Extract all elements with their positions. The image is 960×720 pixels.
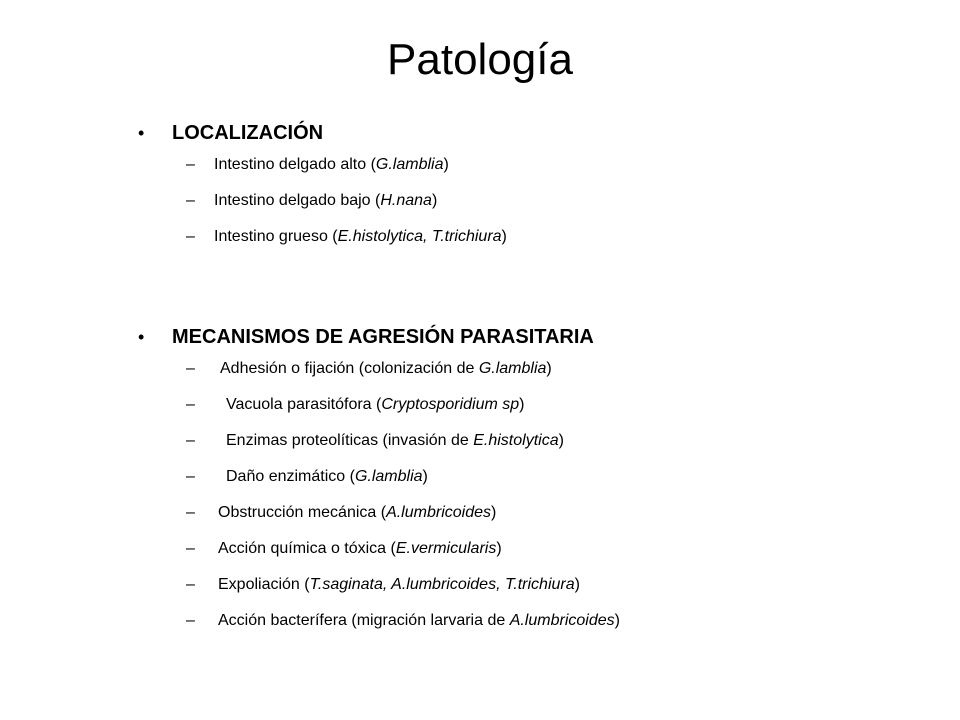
list-item xyxy=(138,570,918,606)
dash-icon: – xyxy=(186,540,195,557)
item-tail: ) xyxy=(501,228,507,245)
dash-icon: – xyxy=(186,360,195,377)
list-item xyxy=(138,354,918,390)
item-italic: H.nana xyxy=(380,192,432,209)
item-italic: E.histolytica xyxy=(473,432,559,449)
dash-icon: – xyxy=(186,228,195,245)
list-item-text xyxy=(218,534,502,564)
sub-list xyxy=(138,150,918,258)
dash-icon: – xyxy=(186,156,195,173)
list-item xyxy=(138,186,918,222)
slide-title: Patología xyxy=(387,35,573,84)
item-tail: ) xyxy=(496,540,502,557)
section-heading-row xyxy=(138,320,918,354)
dash-icon: – xyxy=(186,612,195,629)
list-item-text xyxy=(214,222,507,252)
item-plain: Acción bacterífera (migración larvaria de xyxy=(218,612,510,629)
item-plain: Daño enzimático ( xyxy=(226,468,355,485)
list-item-text xyxy=(226,390,525,420)
list-item-text xyxy=(218,570,580,600)
section-mecanismos xyxy=(138,320,918,642)
section-heading: MECANISMOS DE AGRESIÓN PARASITARIA xyxy=(172,326,594,348)
item-plain: Adhesión o fijación (colonización de xyxy=(220,360,479,377)
item-tail: ) xyxy=(546,360,552,377)
list-item xyxy=(138,390,918,426)
item-tail: ) xyxy=(519,396,525,413)
item-tail: ) xyxy=(422,468,428,485)
list-item-text xyxy=(214,186,437,216)
item-tail: ) xyxy=(443,156,449,173)
item-tail: ) xyxy=(614,612,620,629)
item-plain: Vacuola parasitófora ( xyxy=(226,396,382,413)
list-item xyxy=(138,462,918,498)
bullet-icon: • xyxy=(138,327,145,347)
list-item-text xyxy=(226,462,428,492)
item-plain: Expoliación ( xyxy=(218,576,310,593)
list-item-text xyxy=(226,426,564,456)
item-plain: Acción química o tóxica ( xyxy=(218,540,396,557)
dash-icon: – xyxy=(186,504,195,521)
list-item-text xyxy=(214,150,449,180)
item-italic: E.vermicularis xyxy=(395,540,497,557)
item-tail: ) xyxy=(431,192,438,209)
item-italic: E.histolytica, T.trichiura xyxy=(337,228,502,245)
item-italic: G.lamblia xyxy=(354,468,423,485)
list-item xyxy=(138,426,918,462)
item-tail: ) xyxy=(558,432,564,449)
dash-icon: – xyxy=(186,432,195,449)
item-italic: G.lamblia xyxy=(375,156,444,173)
list-item xyxy=(138,534,918,570)
item-plain: Intestino delgado bajo ( xyxy=(214,192,381,209)
list-item-text xyxy=(218,498,496,528)
section-heading: LOCALIZACIÓN xyxy=(172,122,324,144)
dash-icon: – xyxy=(186,468,195,485)
item-plain: Enzimas proteolíticas (invasión de xyxy=(226,432,474,449)
item-italic: Cryptosporidium sp xyxy=(381,396,520,413)
item-italic: T.saginata, A.lumbricoides, T.trichiura xyxy=(309,576,575,593)
list-item xyxy=(138,222,918,258)
dash-icon: – xyxy=(186,192,195,209)
item-italic: G.lamblia xyxy=(478,360,547,377)
section-heading-row xyxy=(138,116,918,150)
section-localizacion xyxy=(138,116,918,258)
list-item xyxy=(138,150,918,186)
list-item-text xyxy=(220,354,552,384)
list-item xyxy=(138,498,918,534)
item-italic: A.lumbricoides xyxy=(386,504,491,521)
list-item xyxy=(138,606,918,642)
item-italic: A.lumbricoides xyxy=(509,612,615,629)
sub-list xyxy=(138,354,918,642)
bullet-icon: • xyxy=(138,123,145,143)
dash-icon: – xyxy=(186,576,195,593)
item-plain: Obstrucción mecánica ( xyxy=(218,504,387,521)
item-tail: ) xyxy=(574,576,580,593)
item-plain: Intestino delgado alto ( xyxy=(214,156,376,173)
item-tail: ) xyxy=(491,504,497,521)
dash-icon: – xyxy=(186,396,195,413)
list-item-text xyxy=(218,606,620,636)
item-plain: Intestino grueso ( xyxy=(214,228,338,245)
